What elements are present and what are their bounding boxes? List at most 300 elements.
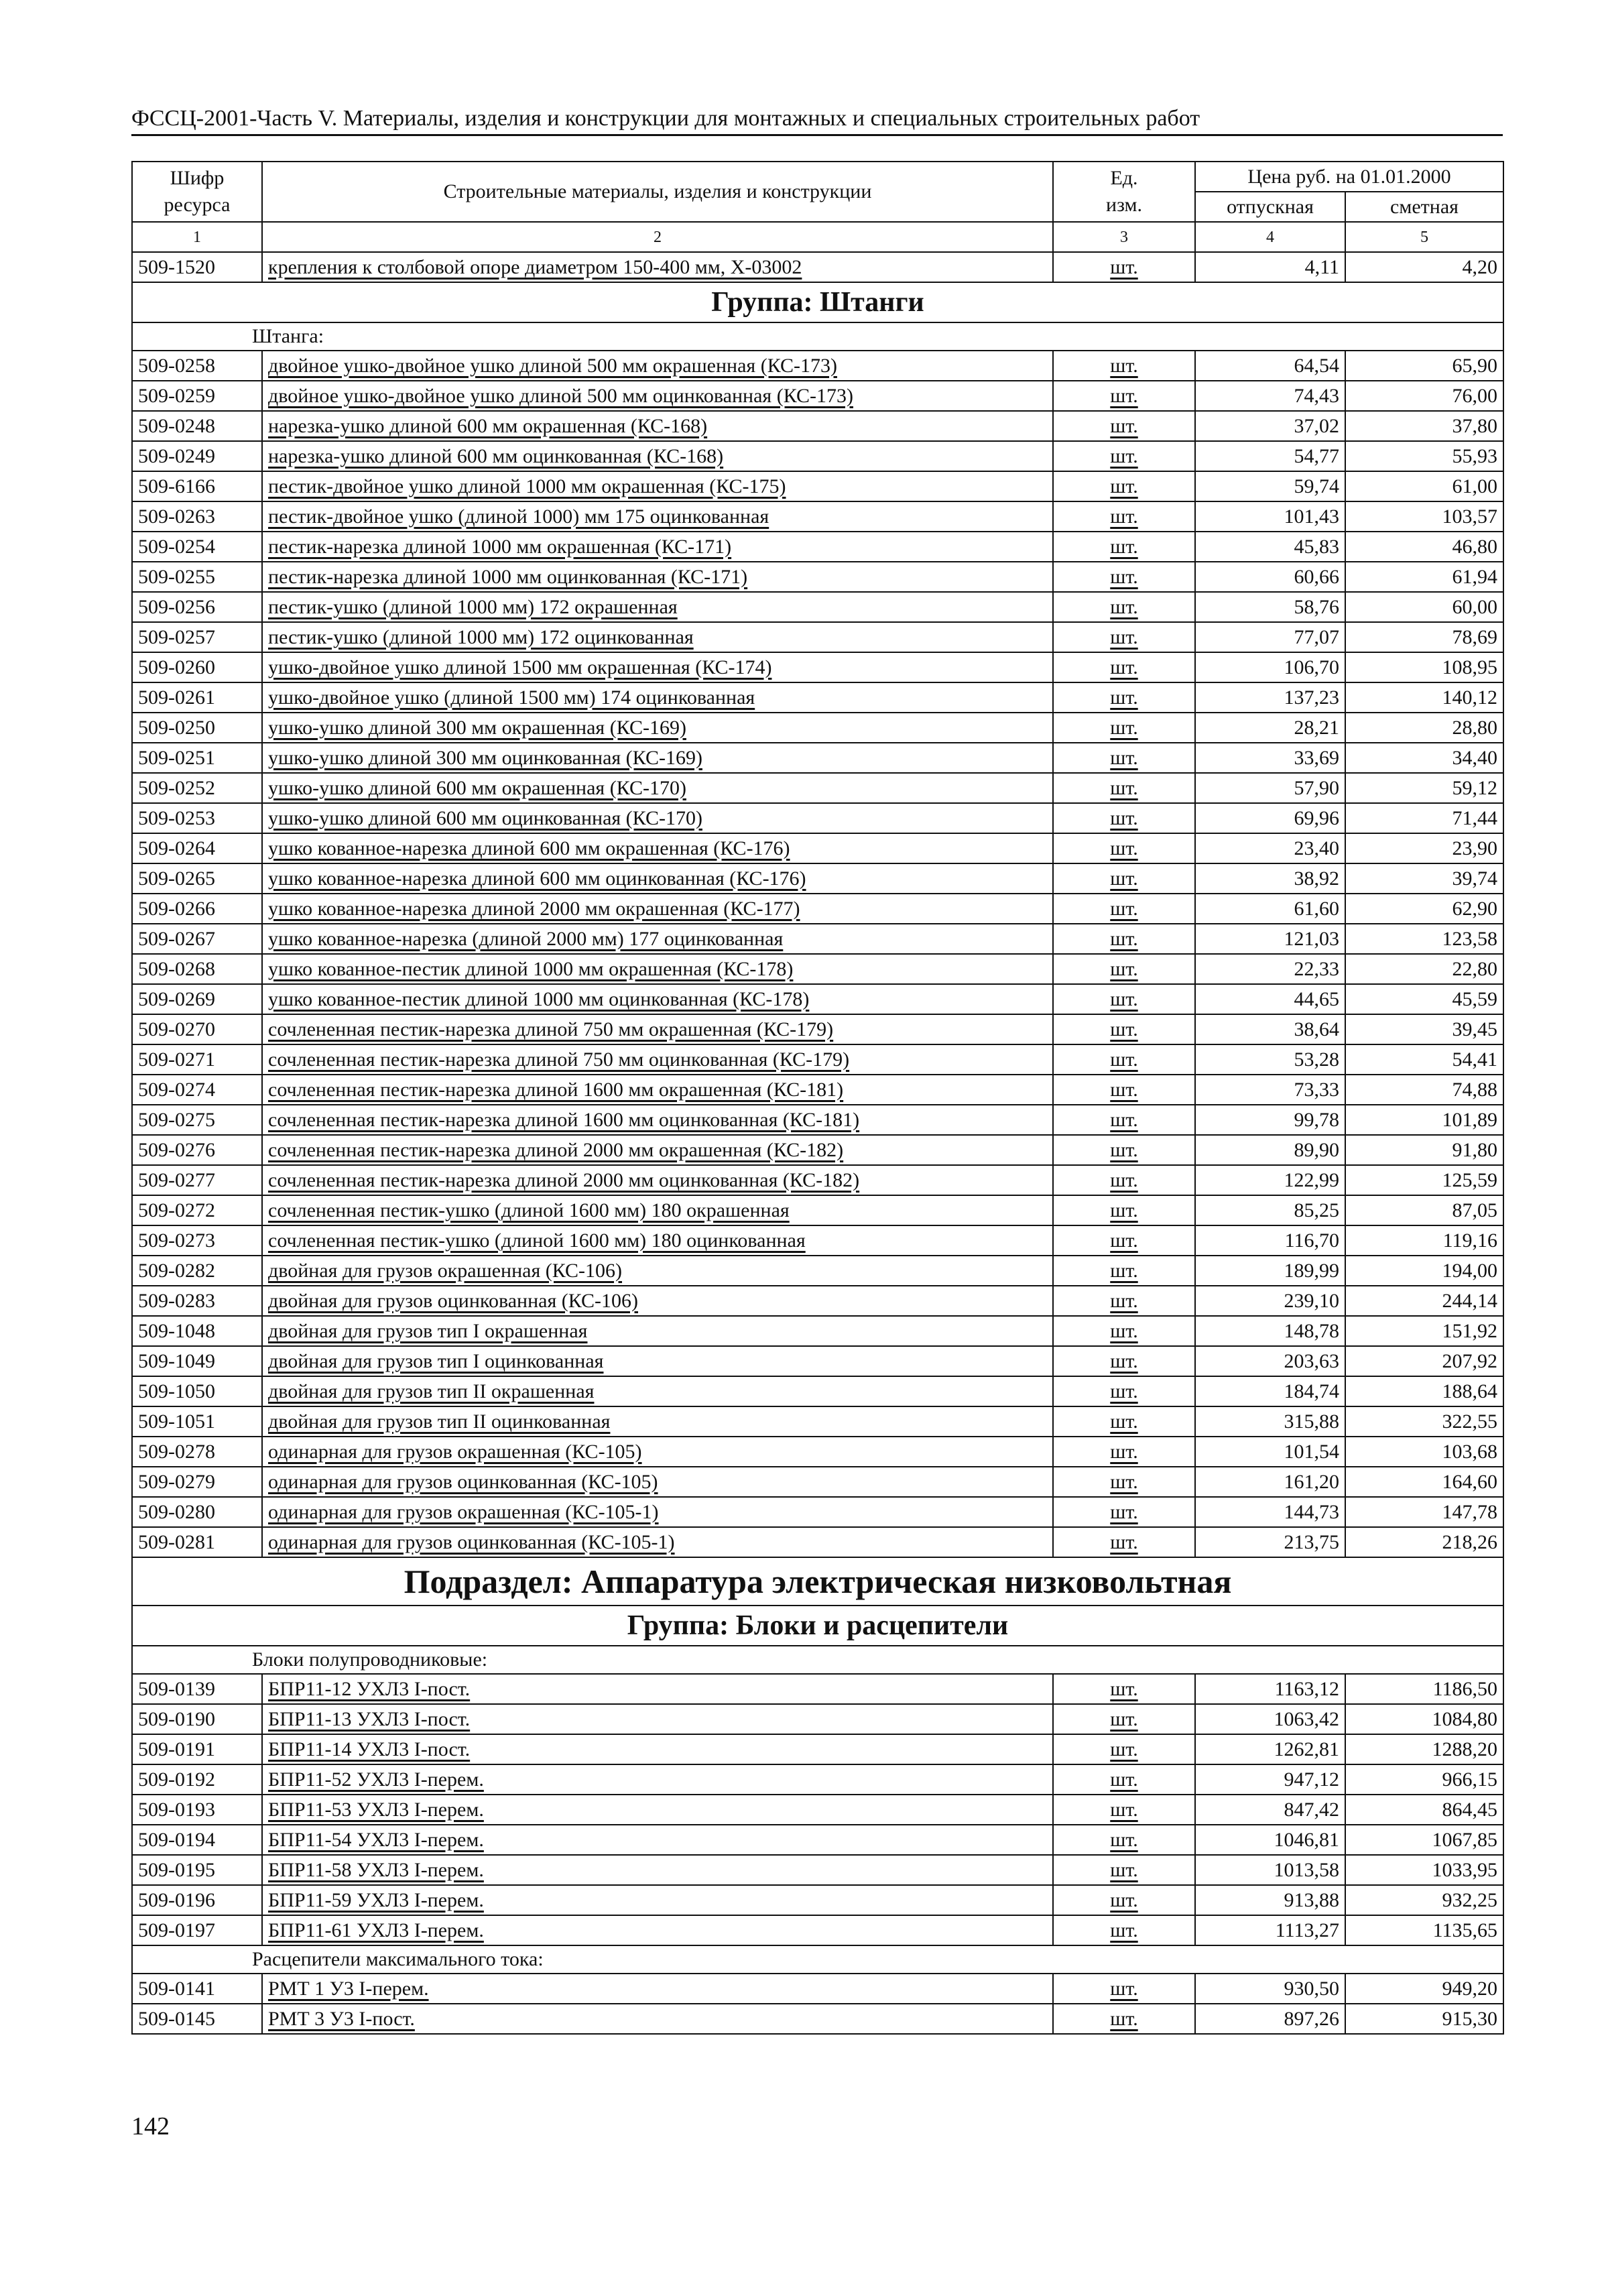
resource-code: 509-6166 bbox=[132, 471, 262, 501]
unit-of-measure: шт. bbox=[1053, 1734, 1195, 1764]
item-name: ушко-ушко длиной 300 мм окрашенная (КС-169) bbox=[262, 713, 1053, 743]
table-row bbox=[132, 1256, 1503, 1286]
table-row bbox=[132, 252, 1503, 282]
item-name: ушко кованное-нарезка длиной 2000 мм окрашенная (КС-177) bbox=[262, 894, 1053, 924]
table-header-row bbox=[132, 162, 1503, 192]
release-price: 239,10 bbox=[1195, 1286, 1345, 1316]
table-row bbox=[132, 1795, 1503, 1825]
unit-of-measure: шт. bbox=[1053, 1376, 1195, 1406]
release-price: 77,07 bbox=[1195, 622, 1345, 652]
estimate-price: 78,69 bbox=[1345, 622, 1503, 652]
item-name: одинарная для грузов окрашенная (КС-105-1) bbox=[262, 1497, 1053, 1527]
resource-code: 509-1520 bbox=[132, 252, 262, 282]
release-price: 89,90 bbox=[1195, 1135, 1345, 1165]
release-price: 101,43 bbox=[1195, 501, 1345, 532]
unit-of-measure: шт. bbox=[1053, 1497, 1195, 1527]
subsection-heading: Подраздел: Аппаратура электрическая низковольтная bbox=[132, 1557, 1503, 1606]
table-row bbox=[132, 713, 1503, 743]
estimate-price: 188,64 bbox=[1345, 1376, 1503, 1406]
release-price: 184,74 bbox=[1195, 1376, 1345, 1406]
caption-cell bbox=[132, 1646, 1503, 1674]
release-price: 23,40 bbox=[1195, 833, 1345, 863]
table-row bbox=[132, 652, 1503, 682]
item-name: одинарная для грузов оцинкованная (КС-105) bbox=[262, 1467, 1053, 1497]
estimate-price: 22,80 bbox=[1345, 954, 1503, 984]
table-row bbox=[132, 1855, 1503, 1885]
unit-of-measure: шт. bbox=[1053, 652, 1195, 682]
item-name: БПР11-14 УХЛ3 I-пост. bbox=[262, 1734, 1053, 1764]
item-name: БПР11-13 УХЛ3 I-пост. bbox=[262, 1704, 1053, 1734]
resource-code: 509-0272 bbox=[132, 1195, 262, 1225]
unit-of-measure: шт. bbox=[1053, 1437, 1195, 1467]
estimate-price: 932,25 bbox=[1345, 1885, 1503, 1915]
resource-code: 509-0252 bbox=[132, 773, 262, 803]
subsection-heading-row bbox=[132, 1557, 1503, 1606]
release-price: 930,50 bbox=[1195, 1974, 1345, 2004]
unit-of-measure: шт. bbox=[1053, 1855, 1195, 1885]
estimate-price: 1186,50 bbox=[1345, 1674, 1503, 1704]
estimate-price: 207,92 bbox=[1345, 1346, 1503, 1376]
estimate-price: 23,90 bbox=[1345, 833, 1503, 863]
estimate-price: 119,16 bbox=[1345, 1225, 1503, 1256]
column-number: 4 bbox=[1195, 222, 1345, 252]
item-name: РМТ 1 У3 I-перем. bbox=[262, 1974, 1053, 2004]
estimate-price: 71,44 bbox=[1345, 803, 1503, 833]
table-row bbox=[132, 833, 1503, 863]
resource-code: 509-0196 bbox=[132, 1885, 262, 1915]
release-price: 59,74 bbox=[1195, 471, 1345, 501]
estimate-price: 1033,95 bbox=[1345, 1855, 1503, 1885]
header-unit: Ед. изм. bbox=[1053, 162, 1195, 222]
resource-code: 509-0197 bbox=[132, 1915, 262, 1945]
caption-cell bbox=[132, 322, 1503, 351]
estimate-price: 1135,65 bbox=[1345, 1915, 1503, 1945]
estimate-price: 46,80 bbox=[1345, 532, 1503, 562]
resource-code: 509-0192 bbox=[132, 1764, 262, 1795]
table-row bbox=[132, 1437, 1503, 1467]
unit-of-measure: шт. bbox=[1053, 1014, 1195, 1044]
resource-code: 509-0250 bbox=[132, 713, 262, 743]
estimate-price: 87,05 bbox=[1345, 1195, 1503, 1225]
release-price: 53,28 bbox=[1195, 1044, 1345, 1075]
column-number: 3 bbox=[1053, 222, 1195, 252]
unit-of-measure: шт. bbox=[1053, 1795, 1195, 1825]
table-row bbox=[132, 562, 1503, 592]
caption-row bbox=[132, 1945, 1503, 1974]
item-name: сочлененная пестик-нарезка длиной 750 мм окрашенная (КС-179) bbox=[262, 1014, 1053, 1044]
unit-of-measure: шт. bbox=[1053, 894, 1195, 924]
table-row bbox=[132, 1527, 1503, 1557]
release-price: 161,20 bbox=[1195, 1467, 1345, 1497]
estimate-price: 61,94 bbox=[1345, 562, 1503, 592]
estimate-price: 140,12 bbox=[1345, 682, 1503, 713]
table-row bbox=[132, 1225, 1503, 1256]
table-row bbox=[132, 501, 1503, 532]
resource-code: 509-0139 bbox=[132, 1674, 262, 1704]
resource-code: 509-0273 bbox=[132, 1225, 262, 1256]
release-price: 1013,58 bbox=[1195, 1855, 1345, 1885]
estimate-price: 151,92 bbox=[1345, 1316, 1503, 1346]
resource-code: 509-0194 bbox=[132, 1825, 262, 1855]
resource-code: 509-0258 bbox=[132, 351, 262, 381]
unit-of-measure: шт. bbox=[1053, 1885, 1195, 1915]
caption-cell bbox=[132, 1945, 1503, 1974]
table-row bbox=[132, 351, 1503, 381]
estimate-price: 164,60 bbox=[1345, 1467, 1503, 1497]
estimate-price: 61,00 bbox=[1345, 471, 1503, 501]
unit-of-measure: шт. bbox=[1053, 1256, 1195, 1286]
unit-of-measure: шт. bbox=[1053, 1346, 1195, 1376]
item-name: БПР11-61 УХЛ3 I-перем. bbox=[262, 1915, 1053, 1945]
resource-code: 509-0255 bbox=[132, 562, 262, 592]
item-name: двойная для грузов окрашенная (КС-106) bbox=[262, 1256, 1053, 1286]
unit-of-measure: шт. bbox=[1053, 2004, 1195, 2034]
unit-of-measure: шт. bbox=[1053, 351, 1195, 381]
table-row bbox=[132, 1346, 1503, 1376]
resource-code: 509-0271 bbox=[132, 1044, 262, 1075]
release-price: 64,54 bbox=[1195, 351, 1345, 381]
item-name: ушко кованное-нарезка длиной 600 мм окрашенная (КС-176) bbox=[262, 833, 1053, 863]
resource-code: 509-1051 bbox=[132, 1406, 262, 1437]
column-number: 2 bbox=[262, 222, 1053, 252]
resource-code: 509-0275 bbox=[132, 1105, 262, 1135]
release-price: 1063,42 bbox=[1195, 1704, 1345, 1734]
release-price: 947,12 bbox=[1195, 1764, 1345, 1795]
item-name: БПР11-59 УХЛ3 I-перем. bbox=[262, 1885, 1053, 1915]
resource-code: 509-0193 bbox=[132, 1795, 262, 1825]
unit-of-measure: шт. bbox=[1053, 713, 1195, 743]
estimate-price: 39,74 bbox=[1345, 863, 1503, 894]
table-row bbox=[132, 1376, 1503, 1406]
table-row bbox=[132, 622, 1503, 652]
item-name: ушко кованное-нарезка (длиной 2000 мм) 177 оцинкованная bbox=[262, 924, 1053, 954]
release-price: 85,25 bbox=[1195, 1195, 1345, 1225]
table-row bbox=[132, 1286, 1503, 1316]
resource-code: 509-0191 bbox=[132, 1734, 262, 1764]
estimate-price: 949,20 bbox=[1345, 1974, 1503, 2004]
item-name: пестик-нарезка длиной 1000 мм оцинкованная (КС-171) bbox=[262, 562, 1053, 592]
unit-of-measure: шт. bbox=[1053, 1674, 1195, 1704]
table-row bbox=[132, 984, 1503, 1014]
release-price: 45,83 bbox=[1195, 532, 1345, 562]
estimate-price: 218,26 bbox=[1345, 1527, 1503, 1557]
unit-of-measure: шт. bbox=[1053, 803, 1195, 833]
estimate-price: 39,45 bbox=[1345, 1014, 1503, 1044]
release-price: 148,78 bbox=[1195, 1316, 1345, 1346]
unit-of-measure: шт. bbox=[1053, 501, 1195, 532]
release-price: 847,42 bbox=[1195, 1795, 1345, 1825]
table-row bbox=[132, 803, 1503, 833]
item-name: сочлененная пестик-нарезка длиной 1600 мм оцинкованная (КС-181) bbox=[262, 1105, 1053, 1135]
item-name: одинарная для грузов оцинкованная (КС-105-1) bbox=[262, 1527, 1053, 1557]
item-name: сочлененная пестик-нарезка длиной 2000 мм окрашенная (КС-182) bbox=[262, 1135, 1053, 1165]
release-price: 315,88 bbox=[1195, 1406, 1345, 1437]
table-row bbox=[132, 773, 1503, 803]
item-name: ушко кованное-пестик длиной 1000 мм окрашенная (КС-178) bbox=[262, 954, 1053, 984]
release-price: 44,65 bbox=[1195, 984, 1345, 1014]
item-name: ушко кованное-пестик длиной 1000 мм оцинкованная (КС-178) bbox=[262, 984, 1053, 1014]
release-price: 1262,81 bbox=[1195, 1734, 1345, 1764]
unit-of-measure: шт. bbox=[1053, 1467, 1195, 1497]
table-row bbox=[132, 1467, 1503, 1497]
release-price: 4,11 bbox=[1195, 252, 1345, 282]
item-name: сочлененная пестик-ушко (длиной 1600 мм) 180 оцинкованная bbox=[262, 1225, 1053, 1256]
release-price: 73,33 bbox=[1195, 1075, 1345, 1105]
header-name: Строительные материалы, изделия и конструкции bbox=[262, 162, 1053, 222]
estimate-price: 4,20 bbox=[1345, 252, 1503, 282]
header-code: Шифр ресурса bbox=[132, 162, 262, 222]
resource-code: 509-0260 bbox=[132, 652, 262, 682]
table-row bbox=[132, 381, 1503, 411]
table-row bbox=[132, 1825, 1503, 1855]
unit-of-measure: шт. bbox=[1053, 1135, 1195, 1165]
resource-code: 509-1048 bbox=[132, 1316, 262, 1346]
resource-code: 509-0261 bbox=[132, 682, 262, 713]
estimate-price: 194,00 bbox=[1345, 1256, 1503, 1286]
estimate-price: 864,45 bbox=[1345, 1795, 1503, 1825]
release-price: 38,64 bbox=[1195, 1014, 1345, 1044]
item-name: ушко-ушко длиной 600 мм оцинкованная (КС-170) bbox=[262, 803, 1053, 833]
group-heading-row bbox=[132, 282, 1503, 322]
estimate-price: 147,78 bbox=[1345, 1497, 1503, 1527]
resource-code: 509-0249 bbox=[132, 441, 262, 471]
resource-code: 509-0274 bbox=[132, 1075, 262, 1105]
item-name: крепления к столбовой опоре диаметром 150-400 мм, Х-03002 bbox=[262, 252, 1053, 282]
unit-of-measure: шт. bbox=[1053, 1764, 1195, 1795]
table-row bbox=[132, 1764, 1503, 1795]
unit-of-measure: шт. bbox=[1053, 1286, 1195, 1316]
item-name: пестик-двойное ушко длиной 1000 мм окрашенная (КС-175) bbox=[262, 471, 1053, 501]
header-price-group: Цена руб. на 01.01.2000 bbox=[1195, 162, 1503, 192]
unit-of-measure: шт. bbox=[1053, 622, 1195, 652]
estimate-price: 244,14 bbox=[1345, 1286, 1503, 1316]
unit-of-measure: шт. bbox=[1053, 1825, 1195, 1855]
table-row bbox=[132, 863, 1503, 894]
unit-of-measure: шт. bbox=[1053, 1225, 1195, 1256]
estimate-price: 915,30 bbox=[1345, 2004, 1503, 2034]
resource-code: 509-0145 bbox=[132, 2004, 262, 2034]
unit-of-measure: шт. bbox=[1053, 954, 1195, 984]
resource-code: 509-0270 bbox=[132, 1014, 262, 1044]
resource-code: 509-0283 bbox=[132, 1286, 262, 1316]
release-price: 121,03 bbox=[1195, 924, 1345, 954]
table-row bbox=[132, 1135, 1503, 1165]
table-row bbox=[132, 1044, 1503, 1075]
unit-of-measure: шт. bbox=[1053, 863, 1195, 894]
header-price-release: отпускная bbox=[1195, 192, 1345, 222]
estimate-price: 125,59 bbox=[1345, 1165, 1503, 1195]
caption-row bbox=[132, 322, 1503, 351]
item-name: пестик-ушко (длиной 1000 мм) 172 оцинкованная bbox=[262, 622, 1053, 652]
release-price: 28,21 bbox=[1195, 713, 1345, 743]
unit-of-measure: шт. bbox=[1053, 411, 1195, 441]
release-price: 57,90 bbox=[1195, 773, 1345, 803]
release-price: 116,70 bbox=[1195, 1225, 1345, 1256]
resource-code: 509-0259 bbox=[132, 381, 262, 411]
estimate-price: 103,57 bbox=[1345, 501, 1503, 532]
resource-code: 509-1049 bbox=[132, 1346, 262, 1376]
resource-code: 509-0281 bbox=[132, 1527, 262, 1557]
estimate-price: 91,80 bbox=[1345, 1135, 1503, 1165]
resource-code: 509-0278 bbox=[132, 1437, 262, 1467]
column-number: 5 bbox=[1345, 222, 1503, 252]
estimate-price: 76,00 bbox=[1345, 381, 1503, 411]
table-row bbox=[132, 954, 1503, 984]
estimate-price: 54,41 bbox=[1345, 1044, 1503, 1075]
resource-code: 509-0266 bbox=[132, 894, 262, 924]
estimate-price: 28,80 bbox=[1345, 713, 1503, 743]
item-name: ушко-двойное ушко (длиной 1500 мм) 174 оцинкованная bbox=[262, 682, 1053, 713]
estimate-price: 1084,80 bbox=[1345, 1704, 1503, 1734]
release-price: 99,78 bbox=[1195, 1105, 1345, 1135]
item-name: сочлененная пестик-нарезка длиной 1600 мм окрашенная (КС-181) bbox=[262, 1075, 1053, 1105]
release-price: 137,23 bbox=[1195, 682, 1345, 713]
release-price: 74,43 bbox=[1195, 381, 1345, 411]
release-price: 1163,12 bbox=[1195, 1674, 1345, 1704]
unit-of-measure: шт. bbox=[1053, 592, 1195, 622]
table-row bbox=[132, 1406, 1503, 1437]
table-row bbox=[132, 1885, 1503, 1915]
unit-of-measure: шт. bbox=[1053, 1527, 1195, 1557]
table-row bbox=[132, 924, 1503, 954]
resource-code: 509-0277 bbox=[132, 1165, 262, 1195]
estimate-price: 103,68 bbox=[1345, 1437, 1503, 1467]
resource-code: 509-0276 bbox=[132, 1135, 262, 1165]
table-row bbox=[132, 1497, 1503, 1527]
item-name: двойное ушко-двойное ушко длиной 500 мм оцинкованная (КС-173) bbox=[262, 381, 1053, 411]
running-header: ФССЦ-2001-Часть V. Материалы, изделия и конструкции для монтажных и специальных строительных работ bbox=[131, 106, 1503, 136]
unit-of-measure: шт. bbox=[1053, 833, 1195, 863]
table-row bbox=[132, 1974, 1503, 2004]
unit-of-measure: шт. bbox=[1053, 1974, 1195, 2004]
resource-code: 509-0257 bbox=[132, 622, 262, 652]
unit-of-measure: шт. bbox=[1053, 1044, 1195, 1075]
item-name: двойная для грузов тип I окрашенная bbox=[262, 1316, 1053, 1346]
column-number-row bbox=[132, 222, 1503, 252]
caption-text: Штанга: bbox=[252, 325, 324, 347]
resource-code: 509-0253 bbox=[132, 803, 262, 833]
table-row bbox=[132, 411, 1503, 441]
item-name: ушко-ушко длиной 600 мм окрашенная (КС-170) bbox=[262, 773, 1053, 803]
release-price: 213,75 bbox=[1195, 1527, 1345, 1557]
table-row bbox=[132, 1195, 1503, 1225]
item-name: сочлененная пестик-нарезка длиной 750 мм оцинкованная (КС-179) bbox=[262, 1044, 1053, 1075]
release-price: 1046,81 bbox=[1195, 1825, 1345, 1855]
unit-of-measure: шт. bbox=[1053, 1406, 1195, 1437]
table-row bbox=[132, 1915, 1503, 1945]
release-price: 913,88 bbox=[1195, 1885, 1345, 1915]
item-name: двойная для грузов тип II окрашенная bbox=[262, 1376, 1053, 1406]
release-price: 189,99 bbox=[1195, 1256, 1345, 1286]
item-name: двойная для грузов тип II оцинкованная bbox=[262, 1406, 1053, 1437]
estimate-price: 55,93 bbox=[1345, 441, 1503, 471]
item-name: двойная для грузов тип I оцинкованная bbox=[262, 1346, 1053, 1376]
resource-code: 509-0263 bbox=[132, 501, 262, 532]
estimate-price: 34,40 bbox=[1345, 743, 1503, 773]
unit-of-measure: шт. bbox=[1053, 1316, 1195, 1346]
estimate-price: 101,89 bbox=[1345, 1105, 1503, 1135]
item-name: нарезка-ушко длиной 600 мм оцинкованная (КС-168) bbox=[262, 441, 1053, 471]
release-price: 897,26 bbox=[1195, 2004, 1345, 2034]
resource-code: 509-0267 bbox=[132, 924, 262, 954]
item-name: БПР11-53 УХЛ3 I-перем. bbox=[262, 1795, 1053, 1825]
group-heading: Группа: Блоки и расцепители bbox=[132, 1606, 1503, 1646]
release-price: 203,63 bbox=[1195, 1346, 1345, 1376]
item-name: пестик-ушко (длиной 1000 мм) 172 окрашенная bbox=[262, 592, 1053, 622]
unit-of-measure: шт. bbox=[1053, 984, 1195, 1014]
unit-of-measure: шт. bbox=[1053, 924, 1195, 954]
item-name: ушко-двойное ушко длиной 1500 мм окрашенная (КС-174) bbox=[262, 652, 1053, 682]
resource-code: 509-0280 bbox=[132, 1497, 262, 1527]
estimate-price: 37,80 bbox=[1345, 411, 1503, 441]
table-row bbox=[132, 2004, 1503, 2034]
unit-of-measure: шт. bbox=[1053, 1915, 1195, 1945]
unit-of-measure: шт. bbox=[1053, 562, 1195, 592]
caption-text: Блоки полупроводниковые: bbox=[252, 1648, 488, 1671]
release-price: 1113,27 bbox=[1195, 1915, 1345, 1945]
resource-code: 509-0265 bbox=[132, 863, 262, 894]
estimate-price: 966,15 bbox=[1345, 1764, 1503, 1795]
item-name: одинарная для грузов окрашенная (КС-105) bbox=[262, 1437, 1053, 1467]
estimate-price: 60,00 bbox=[1345, 592, 1503, 622]
estimate-price: 123,58 bbox=[1345, 924, 1503, 954]
item-name: пестик-нарезка длиной 1000 мм окрашенная (КС-171) bbox=[262, 532, 1053, 562]
resource-code: 509-0190 bbox=[132, 1704, 262, 1734]
release-price: 58,76 bbox=[1195, 592, 1345, 622]
resource-code: 509-0256 bbox=[132, 592, 262, 622]
release-price: 144,73 bbox=[1195, 1497, 1345, 1527]
unit-of-measure: шт. bbox=[1053, 381, 1195, 411]
release-price: 54,77 bbox=[1195, 441, 1345, 471]
release-price: 38,92 bbox=[1195, 863, 1345, 894]
release-price: 106,70 bbox=[1195, 652, 1345, 682]
item-name: БПР11-58 УХЛ3 I-перем. bbox=[262, 1855, 1053, 1885]
resource-code: 509-0282 bbox=[132, 1256, 262, 1286]
resource-code: 509-0248 bbox=[132, 411, 262, 441]
unit-of-measure: шт. bbox=[1053, 441, 1195, 471]
resource-code: 509-0268 bbox=[132, 954, 262, 984]
item-name: БПР11-54 УХЛ3 I-перем. bbox=[262, 1825, 1053, 1855]
table-row bbox=[132, 1316, 1503, 1346]
item-name: ушко кованное-нарезка длиной 600 мм оцинкованная (КС-176) bbox=[262, 863, 1053, 894]
release-price: 122,99 bbox=[1195, 1165, 1345, 1195]
table-row bbox=[132, 682, 1503, 713]
unit-of-measure: шт. bbox=[1053, 1105, 1195, 1135]
resource-code: 509-0254 bbox=[132, 532, 262, 562]
item-name: двойная для грузов оцинкованная (КС-106) bbox=[262, 1286, 1053, 1316]
release-price: 101,54 bbox=[1195, 1437, 1345, 1467]
item-name: сочлененная пестик-ушко (длиной 1600 мм) 180 окрашенная bbox=[262, 1195, 1053, 1225]
table-row bbox=[132, 532, 1503, 562]
release-price: 22,33 bbox=[1195, 954, 1345, 984]
unit-of-measure: шт. bbox=[1053, 252, 1195, 282]
item-name: сочлененная пестик-нарезка длиной 2000 мм оцинкованная (КС-182) bbox=[262, 1165, 1053, 1195]
unit-of-measure: шт. bbox=[1053, 682, 1195, 713]
item-name: двойное ушко-двойное ушко длиной 500 мм окрашенная (КС-173) bbox=[262, 351, 1053, 381]
unit-of-measure: шт. bbox=[1053, 471, 1195, 501]
resource-code: 509-0264 bbox=[132, 833, 262, 863]
release-price: 60,66 bbox=[1195, 562, 1345, 592]
item-name: РМТ 3 У3 I-пост. bbox=[262, 2004, 1053, 2034]
release-price: 37,02 bbox=[1195, 411, 1345, 441]
estimate-price: 108,95 bbox=[1345, 652, 1503, 682]
item-name: БПР11-12 УХЛ3 I-пост. bbox=[262, 1674, 1053, 1704]
table-row bbox=[132, 1105, 1503, 1135]
item-name: пестик-двойное ушко (длиной 1000) мм 175 оцинкованная bbox=[262, 501, 1053, 532]
resource-code: 509-0279 bbox=[132, 1467, 262, 1497]
release-price: 61,60 bbox=[1195, 894, 1345, 924]
resource-code: 509-1050 bbox=[132, 1376, 262, 1406]
